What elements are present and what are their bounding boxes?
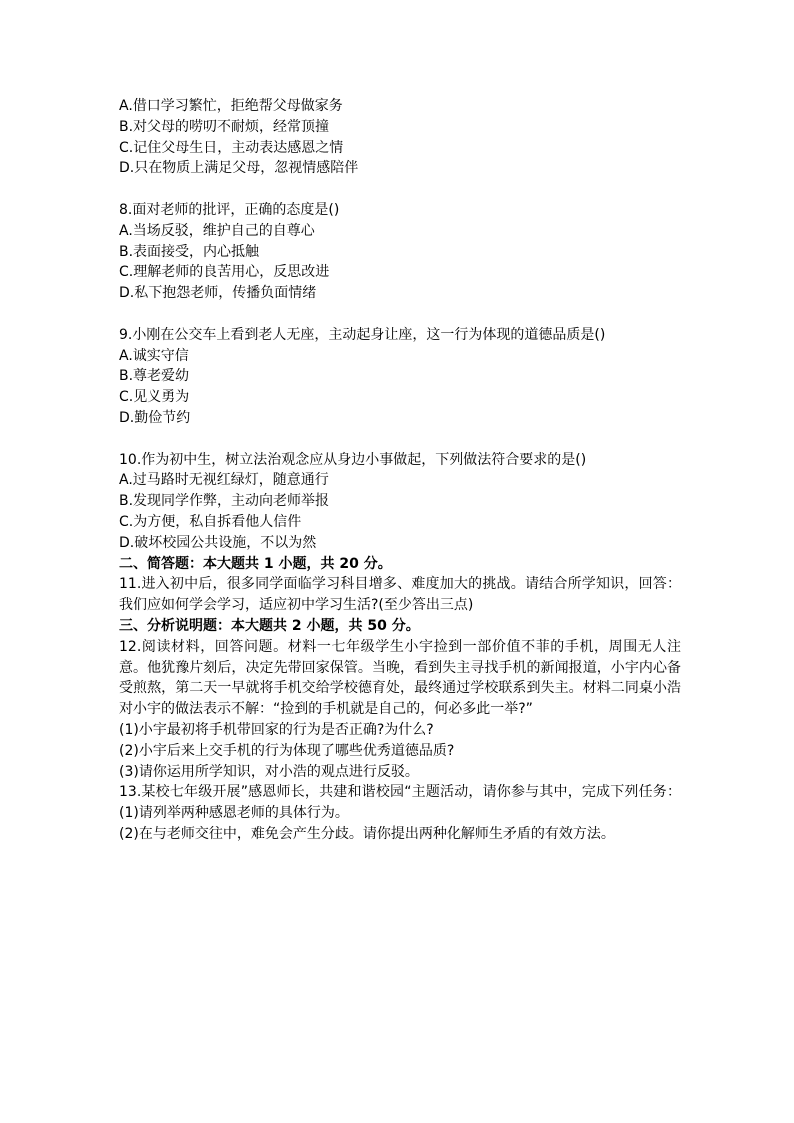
section-2-heading: 二、简答题：本大题共 1 小题，共 20 分。	[119, 555, 392, 572]
spacer	[119, 304, 681, 325]
q12-material: 12.阅读材料，回答问题。材料一七年级学生小宇捡到一部价值不菲的手机，周围无人注意。他犹豫片刻后，决定先带回家保管。当晚，看到失主寻找手机的新闻报道，小宇内心备受煎熬，第二天一早就将手机交给学校德育处，最终通过学校联系到失主。材料二同桌小浩对小宇的做法表示不解：“捡到的手机就是自己的，何必多此一举?”	[119, 638, 681, 718]
question-9	[119, 325, 681, 429]
q7-option-b: B.对父母的唠叨不耐烦，经常顶撞	[119, 118, 330, 135]
q8-option-c: C.理解老师的良苦用心，反思改进	[119, 264, 330, 281]
q10-option-b: B.发现同学作弊，主动向老师举报	[119, 493, 330, 510]
question-12	[119, 637, 681, 783]
q8-option-d: D.私下抱怨老师，传播负面情绪	[119, 285, 317, 302]
question-13	[119, 782, 681, 844]
q8-option-a: A.当场反驳，维护自己的自尊心	[119, 222, 315, 239]
q10-stem: 10.作为初中生，树立法治观念应从身边小事做起，下列做法符合要求的是()	[119, 451, 587, 468]
exam-page	[119, 96, 681, 845]
q10-option-c: C.为方便，私自拆看他人信件	[119, 513, 302, 530]
section-3-heading: 三、分析说明题：本大题共 2 小题，共 50 分。	[119, 617, 420, 634]
q12-sub-3: (3)请你运用所学知识，对小浩的观点进行反驳。	[119, 763, 419, 780]
q8-option-b: B.表面接受，内心抵触	[119, 243, 260, 260]
q13-stem: 13.某校七年级开展”感恩师长，共建和谐校园“主题活动，请你参与其中，完成下列任务：(1)请列举两种感恩老师的具体行为。	[119, 784, 681, 822]
q9-stem: 9.小刚在公交车上看到老人无座，主动起身让座，这一行为体现的道德品质是()	[119, 326, 606, 343]
spacer	[119, 429, 681, 450]
q8-stem: 8.面对老师的批评，正确的态度是()	[119, 201, 340, 218]
question-11: 11.进入初中后，很多同学面临学习科目增多、难度加大的挑战。请结合所学知识，回答：我们应如何学会学习，适应初中学习生活?(至少答出三点)	[119, 576, 681, 614]
question-10	[119, 450, 681, 554]
q7-option-d: D.只在物质上满足父母，忽视情感陪伴	[119, 160, 359, 177]
q9-option-d: D.勤俭节约	[119, 409, 191, 426]
q7-option-a: A.借口学习繁忙，拒绝帮父母做家务	[119, 98, 343, 114]
q9-option-b: B.尊老爱幼	[119, 368, 190, 385]
q12-sub-2: (2)小宇后来上交手机的行为体现了哪些优秀道德品质?	[119, 742, 455, 759]
q9-option-c: C.见义勇为	[119, 389, 190, 406]
q12-sub-1: (1)小宇最初将手机带回家的行为是否正确?为什么?	[119, 721, 434, 738]
q10-option-d: D.破坏校园公共设施，不以为然	[119, 534, 317, 551]
q9-option-a: A.诚实守信	[119, 347, 189, 364]
question-8	[119, 200, 681, 304]
q13-sub-2: (2)在与老师交往中，难免会产生分歧。请你提出两种化解师生矛盾的有效方法。	[119, 825, 615, 842]
question-7-options	[119, 96, 681, 179]
q7-option-c: C.记住父母生日，主动表达感恩之情	[119, 139, 344, 156]
q10-option-a: A.过马路时无视红绿灯，随意通行	[119, 472, 329, 489]
spacer	[119, 179, 681, 200]
